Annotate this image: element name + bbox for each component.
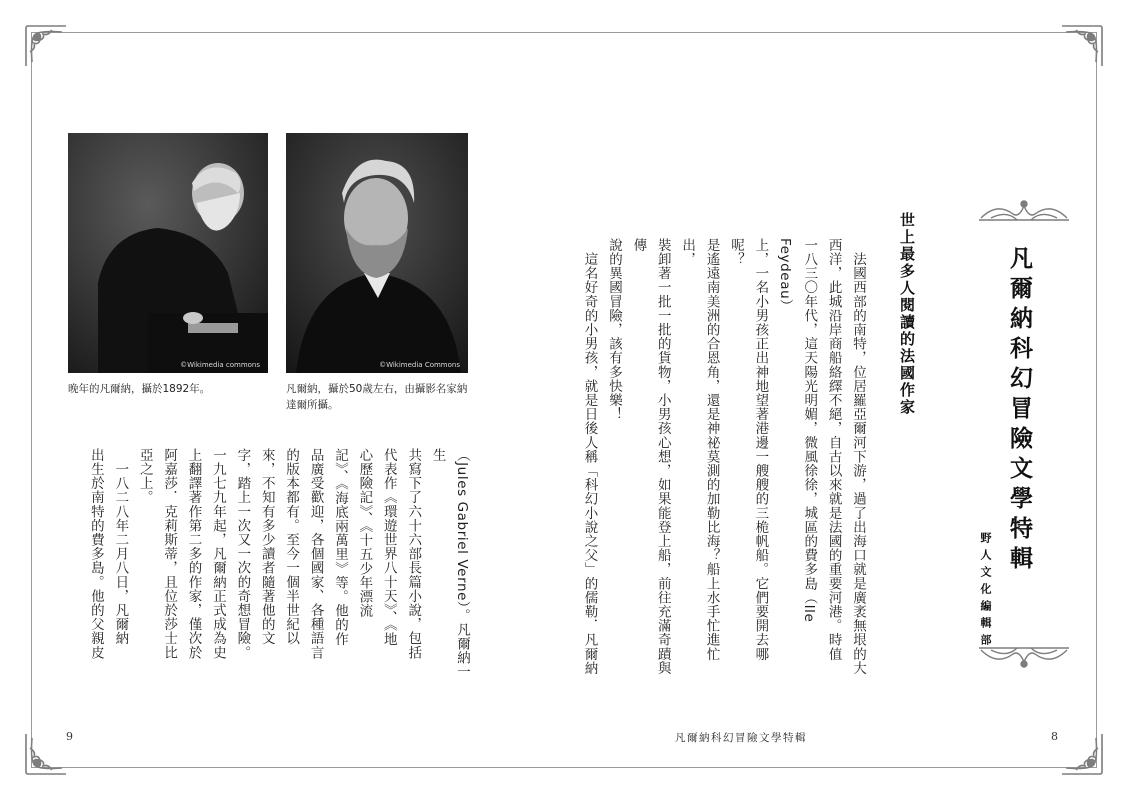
photo-credit: ©Wikimedia Commons	[379, 361, 460, 369]
title-ornament-top	[977, 196, 1071, 224]
corner-ornament-bottom-right	[1058, 730, 1106, 778]
title-ornament-bottom	[977, 644, 1071, 672]
page-number-right: 8	[1051, 730, 1058, 743]
text-column: 亞之上。	[136, 448, 153, 505]
text-column: 上翻譯著作第二多的作家，僅次於	[185, 448, 202, 660]
right-body-text	[581, 238, 870, 678]
section-heading: 世上最多人閱讀的法國作家	[898, 212, 916, 416]
text-column: 阿嘉莎．克莉斯蒂，且位於莎士比	[161, 448, 178, 660]
text-column: 一八二八年二月八日，凡爾納	[112, 448, 129, 646]
text-column: 說的異國冒險，該有多快樂！	[605, 238, 622, 422]
text-column: 是遙遠南美洲的合恩角，還是神祕莫測的加勒比海？船上水手忙進忙出，	[679, 238, 720, 661]
text-column: 字，踏上一次又一次的奇想冒險。	[234, 448, 251, 660]
text-column: 代表作《環遊世界八十天》、《地	[380, 448, 397, 646]
photo-caption: 凡爾納，攝於50歲左右，由攝影名家納達爾所攝。	[286, 383, 468, 411]
text-column: 品廣受歡迎，各個國家、各種語言	[307, 448, 324, 660]
text-column: 共寫下了六十六部長篇小說，包括	[405, 448, 422, 660]
text-column: 法國西部的南特，位居羅亞爾河下游，過了出海口就是廣袤無垠的大	[850, 238, 866, 676]
text-column: 這名好奇的小男孩，就是日後人稱「科幻小說之父」的儒勒．凡爾納	[581, 238, 598, 676]
text-column: 出生於南特的費多島。他的父親皮	[87, 448, 104, 660]
text-column: 西洋，此城沿岸商船絡繹不絕，自古以來就是法國的重要河港。時值	[825, 238, 842, 661]
photo-verne-portrait	[286, 133, 468, 373]
photo-verne-1892	[68, 133, 268, 373]
publisher-credit: 野人文化編輯部	[979, 532, 992, 651]
text-column: 一九七九年起，凡爾納正式成為史	[209, 448, 226, 660]
photo-credit: ©Wikimedia commons	[180, 361, 260, 369]
page-number-left: 9	[66, 730, 73, 743]
corner-ornament-top-left	[22, 22, 70, 70]
text-column: 上，一名小男孩正出神地望著港邊一艘艘的三桅帆船。它們要開去哪呢？	[727, 238, 769, 661]
text-column: 來，不知有多少讀者隨著他的文	[258, 448, 275, 646]
text-column: 的版本都有。至今一個半世紀以	[283, 448, 300, 646]
text-column: 心歷險記》、《十五少年漂流	[356, 448, 373, 618]
text-column: 記》、《海底兩萬里》等。他的作	[331, 448, 348, 646]
corner-ornament-top-right	[1058, 22, 1106, 70]
text-column: （Jules Gabriel Verne）。凡爾納一生	[429, 448, 470, 679]
corner-ornament-bottom-left	[22, 730, 70, 778]
running-head: 凡爾納科幻冒險文學特輯	[675, 732, 807, 744]
left-body-text	[87, 448, 474, 688]
text-column: 一八三〇年代，這天陽光明媚，微風徐徐，城區的費多島（Ile Feydeau）	[776, 238, 818, 623]
feature-title: 凡爾納科幻冒險文學特輯	[1006, 246, 1033, 576]
photo-caption: 晚年的凡爾納，攝於1892年。	[68, 383, 211, 395]
text-column: 裝卸著一批一批的貨物，小男孩心想，如果能登上船，前往充滿奇蹟與傳	[630, 238, 671, 676]
